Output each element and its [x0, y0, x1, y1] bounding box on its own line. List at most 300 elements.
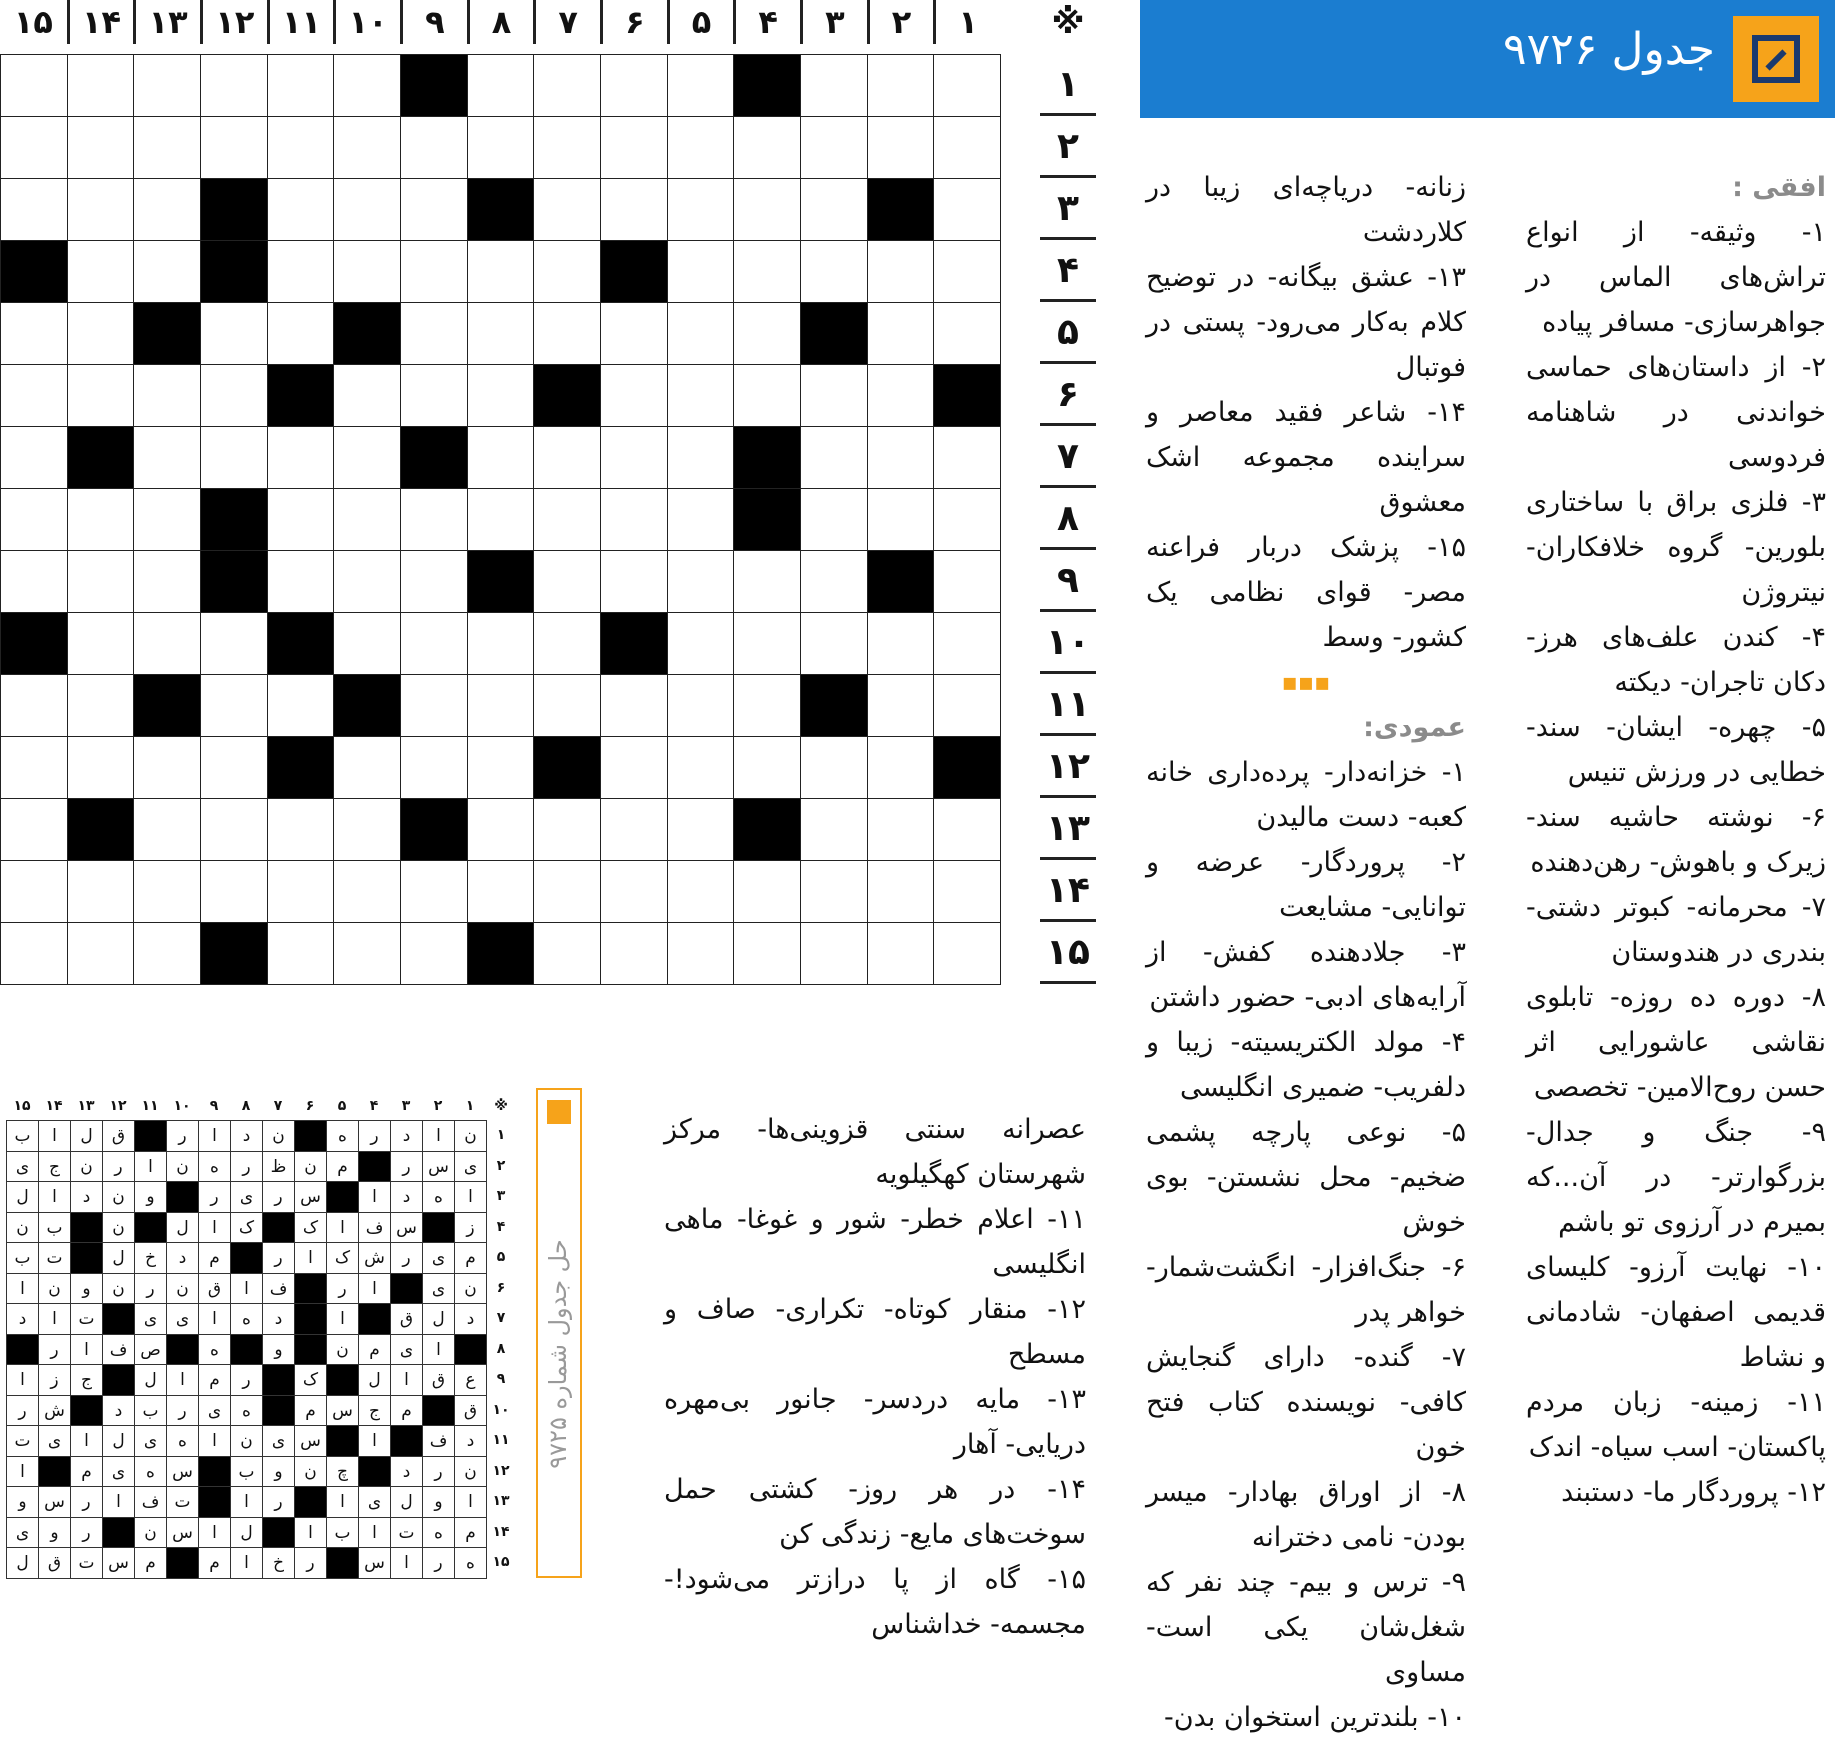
grid-cell[interactable]	[133, 178, 201, 241]
grid-cell[interactable]	[533, 612, 601, 675]
grid-cell[interactable]	[467, 116, 535, 179]
grid-cell[interactable]	[400, 550, 468, 613]
black-cell	[200, 488, 268, 551]
grid-cell[interactable]	[800, 488, 868, 551]
grid-cell[interactable]	[667, 178, 735, 241]
grid-cell[interactable]	[533, 922, 601, 985]
solution-cell: د	[6, 1303, 39, 1335]
black-cell	[400, 798, 468, 861]
grid-cell[interactable]	[400, 116, 468, 179]
clue-text: ۱۴- شاعر فقید معاصر و سراینده مجموعه اشک معشوق	[1146, 397, 1466, 518]
grid-cell[interactable]	[0, 116, 68, 179]
grid-cell[interactable]	[67, 488, 135, 551]
grid-cell[interactable]	[133, 426, 201, 489]
grid-cell[interactable]	[333, 612, 401, 675]
grid-cell[interactable]	[67, 550, 135, 613]
grid-cell[interactable]	[67, 54, 135, 117]
solution-cell: ا	[390, 1547, 423, 1579]
solution-cell: ا	[6, 1273, 39, 1305]
grid-cell[interactable]	[533, 426, 601, 489]
solution-cell: ا	[38, 1120, 71, 1152]
row-label: ۱۰	[1040, 612, 1096, 674]
solution-black-cell	[326, 1547, 359, 1579]
grid-cell[interactable]	[600, 550, 668, 613]
grid-cell[interactable]	[600, 922, 668, 985]
grid-cell[interactable]	[800, 116, 868, 179]
grid-cell[interactable]	[67, 674, 135, 737]
grid-cell[interactable]	[67, 736, 135, 799]
grid-cell[interactable]	[667, 488, 735, 551]
solution-cell: ر	[422, 1456, 455, 1488]
black-cell	[467, 550, 535, 613]
grid-cell[interactable]	[533, 860, 601, 923]
solution-cell: م	[358, 1334, 391, 1366]
grid-cell[interactable]	[0, 178, 68, 241]
solution-cell: ق	[454, 1395, 487, 1427]
clue-text: ۸- دوره ده روزه- تابلوی نقاشی عاشورایی اثر حسن روح‌الامین- تخصصی	[1526, 982, 1826, 1103]
grid-cell[interactable]	[133, 798, 201, 861]
grid-cell[interactable]	[133, 54, 201, 117]
grid-cell[interactable]	[800, 178, 868, 241]
solution-cell: ه	[198, 1334, 231, 1366]
grid-cell[interactable]	[733, 860, 801, 923]
grid-cell[interactable]	[0, 364, 68, 427]
grid-cell[interactable]	[267, 240, 335, 303]
column-label: ۹	[400, 0, 467, 44]
solution-cell: ا	[6, 1364, 39, 1396]
grid-cell[interactable]	[267, 798, 335, 861]
column-label: ۷	[533, 0, 600, 44]
grid-cell[interactable]	[533, 302, 601, 365]
grid-cell[interactable]	[733, 178, 801, 241]
solution-cell: ا	[326, 1212, 359, 1244]
grid-cell[interactable]	[800, 54, 868, 117]
grid-cell[interactable]	[333, 54, 401, 117]
grid-cell[interactable]	[933, 488, 1001, 551]
grid-cell[interactable]	[200, 54, 268, 117]
solution-cell: ا	[294, 1517, 327, 1549]
column-label: ۲	[867, 0, 934, 44]
solution-black-cell	[262, 1395, 295, 1427]
grid-cell[interactable]	[133, 860, 201, 923]
grid-cell[interactable]	[267, 302, 335, 365]
grid-cell[interactable]	[333, 364, 401, 427]
grid-cell[interactable]	[733, 116, 801, 179]
solution-row-label: ۱۱	[492, 1432, 510, 1448]
grid-cell[interactable]	[733, 240, 801, 303]
grid-cell[interactable]	[733, 674, 801, 737]
grid-cell[interactable]	[533, 550, 601, 613]
grid-cell[interactable]	[267, 674, 335, 737]
column-label: ۱۵	[13, 3, 53, 41]
grid-cell[interactable]	[533, 178, 601, 241]
solution-column-label: ۱۵	[13, 1098, 31, 1114]
solution-cell: ه	[422, 1517, 455, 1549]
logo	[1733, 16, 1819, 102]
grid-cell[interactable]	[0, 426, 68, 489]
solution-cell: ا	[422, 1120, 455, 1152]
solution-cell: د	[390, 1181, 423, 1213]
grid-cell[interactable]	[933, 922, 1001, 985]
grid-cell[interactable]	[600, 488, 668, 551]
grid-cell[interactable]	[467, 860, 535, 923]
grid-cell[interactable]	[867, 364, 935, 427]
grid-cell[interactable]	[933, 116, 1001, 179]
solution-cell: م	[70, 1456, 103, 1488]
black-cell	[67, 798, 135, 861]
solution-cell: ا	[198, 1212, 231, 1244]
solution-black-cell	[198, 1486, 231, 1518]
grid-cell[interactable]	[867, 302, 935, 365]
solution-cell: د	[70, 1181, 103, 1213]
grid-cell[interactable]	[800, 860, 868, 923]
grid-cell[interactable]	[67, 240, 135, 303]
solution-black-cell	[230, 1242, 263, 1274]
grid-cell[interactable]	[0, 550, 68, 613]
solution-black-cell	[6, 1334, 39, 1366]
solution-cell: ش	[38, 1395, 71, 1427]
grid-cell[interactable]	[333, 860, 401, 923]
row-label: ۹	[1040, 550, 1096, 612]
grid-cell[interactable]	[400, 674, 468, 737]
solution-cell: ی	[230, 1181, 263, 1213]
grid-cell[interactable]	[267, 488, 335, 551]
solution-cell: ز	[38, 1364, 71, 1396]
solution-cell: ر	[70, 1517, 103, 1549]
row-label: ۱۲	[1040, 736, 1096, 798]
grid-cell[interactable]	[467, 426, 535, 489]
solution-cell: م	[454, 1242, 487, 1274]
grid-cell[interactable]	[133, 364, 201, 427]
grid-cell[interactable]	[200, 426, 268, 489]
solution-cell: ر	[326, 1273, 359, 1305]
solution-black-cell	[358, 1151, 391, 1183]
grid-cell[interactable]	[800, 798, 868, 861]
grid-cell[interactable]	[933, 178, 1001, 241]
solution-black-cell	[358, 1303, 391, 1335]
grid-cell[interactable]	[200, 364, 268, 427]
row-label: ۱۱	[1040, 674, 1096, 736]
grid-cell[interactable]	[733, 364, 801, 427]
grid-cell[interactable]	[0, 488, 68, 551]
grid-cell[interactable]	[0, 674, 68, 737]
grid-cell[interactable]	[867, 612, 935, 675]
grid-cell[interactable]	[600, 798, 668, 861]
grid-cell[interactable]	[933, 240, 1001, 303]
grid-cell[interactable]	[600, 54, 668, 117]
grid-cell[interactable]	[67, 116, 135, 179]
grid-cell[interactable]	[533, 54, 601, 117]
solution-cell: ر	[390, 1242, 423, 1274]
grid-cell[interactable]	[467, 798, 535, 861]
grid-cell[interactable]	[933, 550, 1001, 613]
solution-cell: ف	[102, 1334, 135, 1366]
grid-cell[interactable]	[200, 674, 268, 737]
grid-cell[interactable]	[0, 736, 68, 799]
grid-cell[interactable]	[333, 550, 401, 613]
solution-row-label: ۱۵	[492, 1554, 510, 1570]
grid-cell[interactable]	[200, 116, 268, 179]
grid-cell[interactable]	[267, 426, 335, 489]
grid-cell[interactable]	[600, 674, 668, 737]
solution-cell: ا	[358, 1181, 391, 1213]
grid-cell[interactable]	[933, 798, 1001, 861]
grid-cell[interactable]	[667, 612, 735, 675]
grid-cell[interactable]	[267, 178, 335, 241]
solution-cell: ر	[102, 1151, 135, 1183]
grid-cell[interactable]	[533, 798, 601, 861]
grid-cell[interactable]	[667, 54, 735, 117]
column-label: ۱۳	[133, 0, 200, 44]
solution-cell: و	[134, 1181, 167, 1213]
solution-cell: ا	[326, 1303, 359, 1335]
grid-cell[interactable]	[800, 426, 868, 489]
grid-cell[interactable]	[867, 54, 935, 117]
column-label: ۵	[667, 0, 734, 44]
grid-cell[interactable]	[400, 736, 468, 799]
grid-cell[interactable]	[333, 116, 401, 179]
grid-cell[interactable]	[200, 798, 268, 861]
grid-cell[interactable]	[67, 612, 135, 675]
grid-cell[interactable]	[800, 364, 868, 427]
grid-cell[interactable]	[600, 178, 668, 241]
grid-cell[interactable]	[600, 860, 668, 923]
page-title: جدول ۹۷۲۶	[1502, 24, 1715, 75]
grid-cell[interactable]	[0, 922, 68, 985]
column-label: ۱۱	[267, 0, 334, 44]
solution-cell: ا	[166, 1364, 199, 1396]
grid-cell[interactable]	[867, 488, 935, 551]
grid-cell[interactable]	[667, 736, 735, 799]
grid-cell[interactable]	[667, 364, 735, 427]
solution-row-label: ۱۰	[492, 1401, 510, 1418]
grid-cell[interactable]	[600, 736, 668, 799]
grid-cell[interactable]	[67, 178, 135, 241]
grid-cell[interactable]	[267, 550, 335, 613]
grid-cell[interactable]	[733, 612, 801, 675]
grid-cell[interactable]	[200, 302, 268, 365]
grid-cell[interactable]	[67, 364, 135, 427]
solution-black-cell	[262, 1364, 295, 1396]
solution-cell: ر	[358, 1120, 391, 1152]
grid-cell[interactable]	[333, 240, 401, 303]
grid-cell[interactable]	[133, 736, 201, 799]
grid-cell[interactable]	[667, 922, 735, 985]
grid-cell[interactable]	[333, 922, 401, 985]
grid-cell[interactable]	[667, 550, 735, 613]
solution-black-cell	[422, 1212, 455, 1244]
black-cell	[467, 922, 535, 985]
grid-cell[interactable]	[467, 240, 535, 303]
black-cell	[333, 674, 401, 737]
grid-cell[interactable]	[133, 116, 201, 179]
solution-cell: ن	[102, 1212, 135, 1244]
grid-cell[interactable]	[867, 736, 935, 799]
solution-black-cell	[70, 1242, 103, 1274]
grid-cell[interactable]	[133, 612, 201, 675]
solution-cell: ل	[102, 1425, 135, 1457]
solution-cell: ه	[166, 1425, 199, 1457]
grid-cell[interactable]	[267, 54, 335, 117]
grid-cell[interactable]	[133, 240, 201, 303]
grid-cell[interactable]	[600, 426, 668, 489]
grid-cell[interactable]	[867, 426, 935, 489]
grid-cell[interactable]	[933, 54, 1001, 117]
solution-column-label: ۷	[273, 1098, 283, 1114]
grid-cell[interactable]	[200, 612, 268, 675]
grid-cell[interactable]	[867, 798, 935, 861]
grid-cell[interactable]	[800, 922, 868, 985]
black-cell	[333, 302, 401, 365]
grid-cell[interactable]	[400, 302, 468, 365]
solution-cell: ک	[326, 1242, 359, 1274]
solution-column-label: ۳	[401, 1098, 411, 1114]
solution-cell: و	[422, 1486, 455, 1518]
grid-cell[interactable]	[400, 612, 468, 675]
solution-cell: ر	[230, 1364, 263, 1396]
solution-cell: د	[262, 1303, 295, 1335]
solution-cell: ا	[198, 1120, 231, 1152]
grid-cell[interactable]	[467, 302, 535, 365]
solution-cell: ی	[102, 1456, 135, 1488]
grid-cell[interactable]	[67, 922, 135, 985]
grid-cell[interactable]	[400, 364, 468, 427]
grid-cell[interactable]	[667, 860, 735, 923]
grid-cell[interactable]	[467, 612, 535, 675]
grid-cell[interactable]	[733, 550, 801, 613]
solution-cell: ک	[294, 1364, 327, 1396]
solution-cell: ل	[70, 1120, 103, 1152]
grid-cell[interactable]	[0, 54, 68, 117]
column-label: ۱۴	[67, 0, 134, 44]
grid-cell[interactable]	[600, 302, 668, 365]
grid-cell[interactable]	[933, 674, 1001, 737]
black-cell	[200, 178, 268, 241]
solution-cell: س	[326, 1395, 359, 1427]
solution-cell: ی	[134, 1303, 167, 1335]
clue-text: ۱۰- نهایت آرزو- کلیسای قدیمی اصفهان- شادمانی و نشاط	[1526, 1252, 1826, 1373]
grid-cell[interactable]	[600, 116, 668, 179]
grid-cell[interactable]	[667, 240, 735, 303]
solution-cell: ب	[38, 1212, 71, 1244]
grid-cell[interactable]	[667, 674, 735, 737]
grid-cell[interactable]	[933, 612, 1001, 675]
solution-row-label: ۷	[496, 1310, 506, 1326]
grid-cell[interactable]	[800, 240, 868, 303]
solution-cell: ا	[454, 1181, 487, 1213]
grid-cell[interactable]	[467, 674, 535, 737]
solution-cell: س	[358, 1547, 391, 1579]
grid-cell[interactable]	[333, 736, 401, 799]
solution-cell: م	[326, 1151, 359, 1183]
grid-cell[interactable]	[867, 674, 935, 737]
grid-cell[interactable]	[333, 798, 401, 861]
grid-cell[interactable]	[133, 488, 201, 551]
grid-cell[interactable]	[400, 922, 468, 985]
solution-cell: ب	[6, 1242, 39, 1274]
grid-cell[interactable]	[800, 736, 868, 799]
grid-cell[interactable]	[733, 736, 801, 799]
grid-cell[interactable]	[800, 550, 868, 613]
grid-cell[interactable]	[0, 798, 68, 861]
solution-cell: ه	[454, 1547, 487, 1579]
solution-cell: س	[294, 1181, 327, 1213]
grid-cell[interactable]	[467, 364, 535, 427]
solution-column-label: ۴	[369, 1098, 379, 1114]
grid-cell[interactable]	[600, 364, 668, 427]
grid-cell[interactable]	[533, 240, 601, 303]
grid-cell[interactable]	[400, 240, 468, 303]
clue-text: ۸- از اوراق بهادار- میسر بودن- نامی دخترانه	[1146, 1477, 1466, 1553]
grid-cell[interactable]	[467, 54, 535, 117]
grid-cell[interactable]	[733, 302, 801, 365]
grid-cell[interactable]	[867, 922, 935, 985]
grid-cell[interactable]	[267, 922, 335, 985]
grid-cell[interactable]	[400, 860, 468, 923]
solution-cell: ه	[198, 1151, 231, 1183]
grid-cell[interactable]	[733, 922, 801, 985]
grid-cell[interactable]	[400, 488, 468, 551]
grid-cell[interactable]	[667, 798, 735, 861]
solution-cell: م	[198, 1242, 231, 1274]
solution-cell: ا	[38, 1181, 71, 1213]
grid-cell[interactable]	[467, 488, 535, 551]
grid-cell[interactable]	[67, 302, 135, 365]
grid-cell[interactable]	[667, 426, 735, 489]
grid-cell[interactable]	[67, 860, 135, 923]
solution-cell: و	[70, 1273, 103, 1305]
solution-black-cell	[262, 1517, 295, 1549]
grid-cell[interactable]	[333, 488, 401, 551]
grid-cell[interactable]	[867, 860, 935, 923]
grid-cell[interactable]	[267, 860, 335, 923]
solution-cell: ا	[326, 1486, 359, 1518]
grid-cell[interactable]	[933, 426, 1001, 489]
grid-cell[interactable]	[400, 178, 468, 241]
grid-cell[interactable]	[800, 612, 868, 675]
solution-cell: ا	[454, 1486, 487, 1518]
grid-cell[interactable]	[467, 736, 535, 799]
grid-cell[interactable]	[333, 426, 401, 489]
grid-cell[interactable]	[267, 116, 335, 179]
solution-cell: ج	[70, 1364, 103, 1396]
solution-row-label: ۱۳	[492, 1493, 510, 1509]
grid-cell[interactable]	[0, 302, 68, 365]
grid-cell[interactable]	[667, 116, 735, 179]
black-cell	[467, 178, 535, 241]
grid-cell[interactable]	[933, 860, 1001, 923]
grid-cell[interactable]	[200, 860, 268, 923]
clue-text: ۵- نوعی پارچه پشمی ضخیم- محل نشستن- بوی خوش	[1146, 1117, 1466, 1238]
grid-cell[interactable]	[533, 674, 601, 737]
grid-cell[interactable]	[200, 736, 268, 799]
grid-cell[interactable]	[667, 302, 735, 365]
grid-cell[interactable]	[933, 302, 1001, 365]
grid-cell[interactable]	[867, 240, 935, 303]
solution-cell: ی	[262, 1425, 295, 1457]
clue-text: ۱۱- اعلام خطر- شور و غوغا- ماهی انگلیسی	[664, 1204, 1086, 1280]
grid-cell[interactable]	[533, 488, 601, 551]
grid-cell[interactable]	[333, 178, 401, 241]
grid-cell[interactable]	[867, 116, 935, 179]
clue-text: ۱۳- مایه دردسر- جانور بی‌مهره دریایی- آهار	[664, 1384, 1086, 1460]
grid-cell[interactable]	[133, 922, 201, 985]
grid-cell[interactable]	[0, 860, 68, 923]
grid-cell[interactable]	[133, 550, 201, 613]
solution-cell: م	[454, 1517, 487, 1549]
grid-cell[interactable]	[533, 116, 601, 179]
solution-row-label: ۱	[496, 1127, 506, 1143]
